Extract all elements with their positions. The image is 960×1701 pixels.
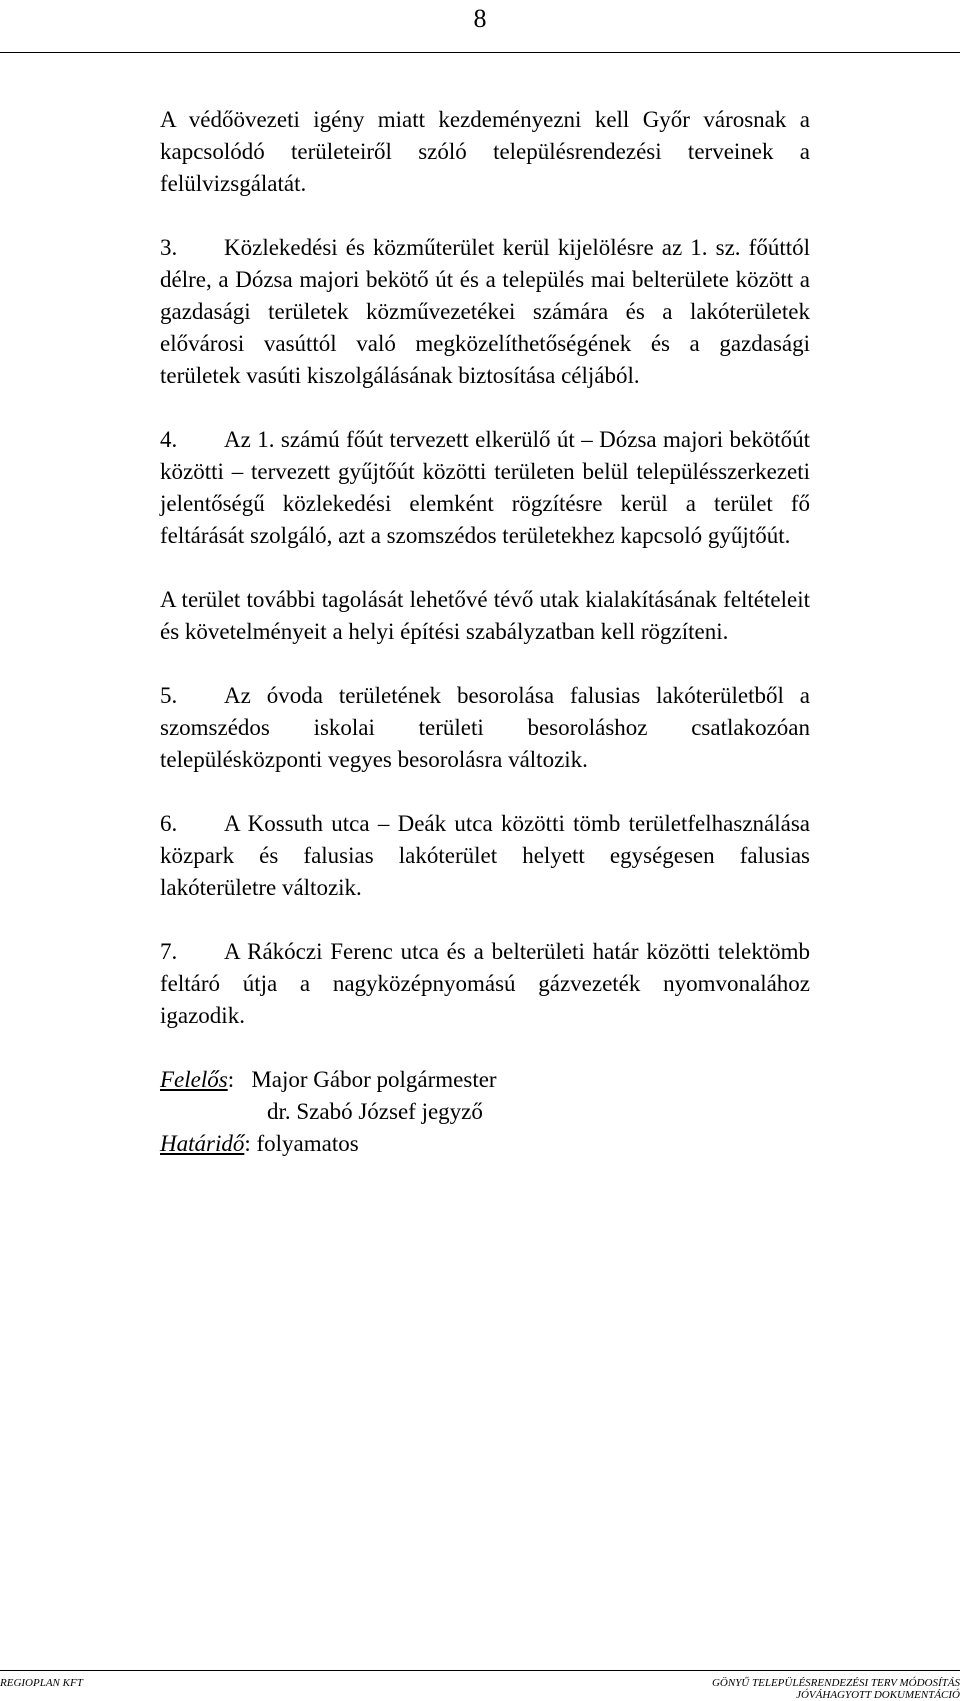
item-7-number: 7.: [160, 939, 178, 964]
header-rule: [0, 52, 960, 53]
item-6-paragraph: [160, 808, 810, 904]
item-7-paragraph: [160, 936, 810, 1032]
deadline-value: folyamatos: [256, 1131, 359, 1156]
item-3-number: 3.: [160, 235, 178, 260]
item-3-text: Közlekedési és közműterület kerül kijelölésre az 1. sz. főúttól délre, a Dózsa majori bekötő út és a település mai belterülete között a gazdasági területek közművezetékei számára és a lakóterületek elővárosi vasúttól való megközelíthetőségének és a gazdasági területek vasúti kiszolgálásának biztosítása céljából.: [160, 235, 810, 388]
item-4-text: Az 1. számú főút tervezett elkerülő út – Dózsa majori bekötőút közötti – tervezett gyűjtőút közötti területen belül településszerkezeti jelentőségű közlekedési elemként rögzítésre kerül a terület fő feltárását szolgáló, azt a szomszédos területekhez kapcsoló gyűjtőút.: [160, 427, 810, 548]
item-4-number: 4.: [160, 427, 178, 452]
item-6-number: 6.: [160, 811, 178, 836]
responsible-person-1: Major Gábor polgármester: [251, 1067, 497, 1092]
footer-rule: [0, 1670, 960, 1671]
page-number: 8: [473, 4, 487, 33]
responsible-line: [160, 1064, 810, 1096]
deadline-label: Határidő: [160, 1131, 245, 1156]
footer-company: REGIOPLAN KFT: [0, 1677, 83, 1689]
item-5-text: Az óvoda területének besorolása falusias lakóterületből a szomszédos iskolai területi besoroláshoz csatlakozóan településközponti vegyes besorolásra változik.: [160, 683, 810, 772]
footer-title-line-2: JÓVÁHAGYOTT DOKUMENTÁCIÓ: [796, 1689, 960, 1701]
item-6-text: A Kossuth utca – Deák utca közötti tömb területfelhasználása közpark és falusias lakóterület helyett egységesen falusias lakóterületre változik.: [160, 811, 810, 900]
footer-document-title: [712, 1677, 960, 1701]
item-7-text: A Rákóczi Ferenc utca és a belterületi határ közötti telektömb feltáró útja a nagyközépnyomású gázvezeték nyomvonalához igazodik.: [160, 939, 810, 1028]
item-4-paragraph: [160, 424, 810, 552]
responsible-line-2: [160, 1096, 810, 1128]
item-3-paragraph: [160, 232, 810, 392]
document-body: [160, 104, 810, 1160]
deadline-colon: :: [244, 1131, 251, 1156]
item-4-continuation: A terület további tagolását lehetővé tévő utak kialakításának feltételeit és követelményeit a helyi építési szabályzatban kell rögzíteni.: [160, 587, 810, 644]
deadline-line: [160, 1128, 810, 1160]
footer-title-line-1: GÖNYŰ TELEPÜLÉSRENDEZÉSI TERV MÓDOSÍTÁS: [711, 1677, 960, 1689]
item-5-paragraph: [160, 680, 810, 776]
responsible-person-2: dr. Szabó József jegyző: [267, 1099, 483, 1124]
responsible-label: Felelős: [160, 1067, 228, 1092]
intro-paragraph: A védőövezeti igény miatt kezdeményezni kell Győr városnak a kapcsolódó területeiről szóló településrendezési terveinek a felülvizsgálatát.: [160, 107, 810, 196]
responsible-colon: :: [227, 1067, 235, 1092]
item-5-number: 5.: [160, 683, 178, 708]
